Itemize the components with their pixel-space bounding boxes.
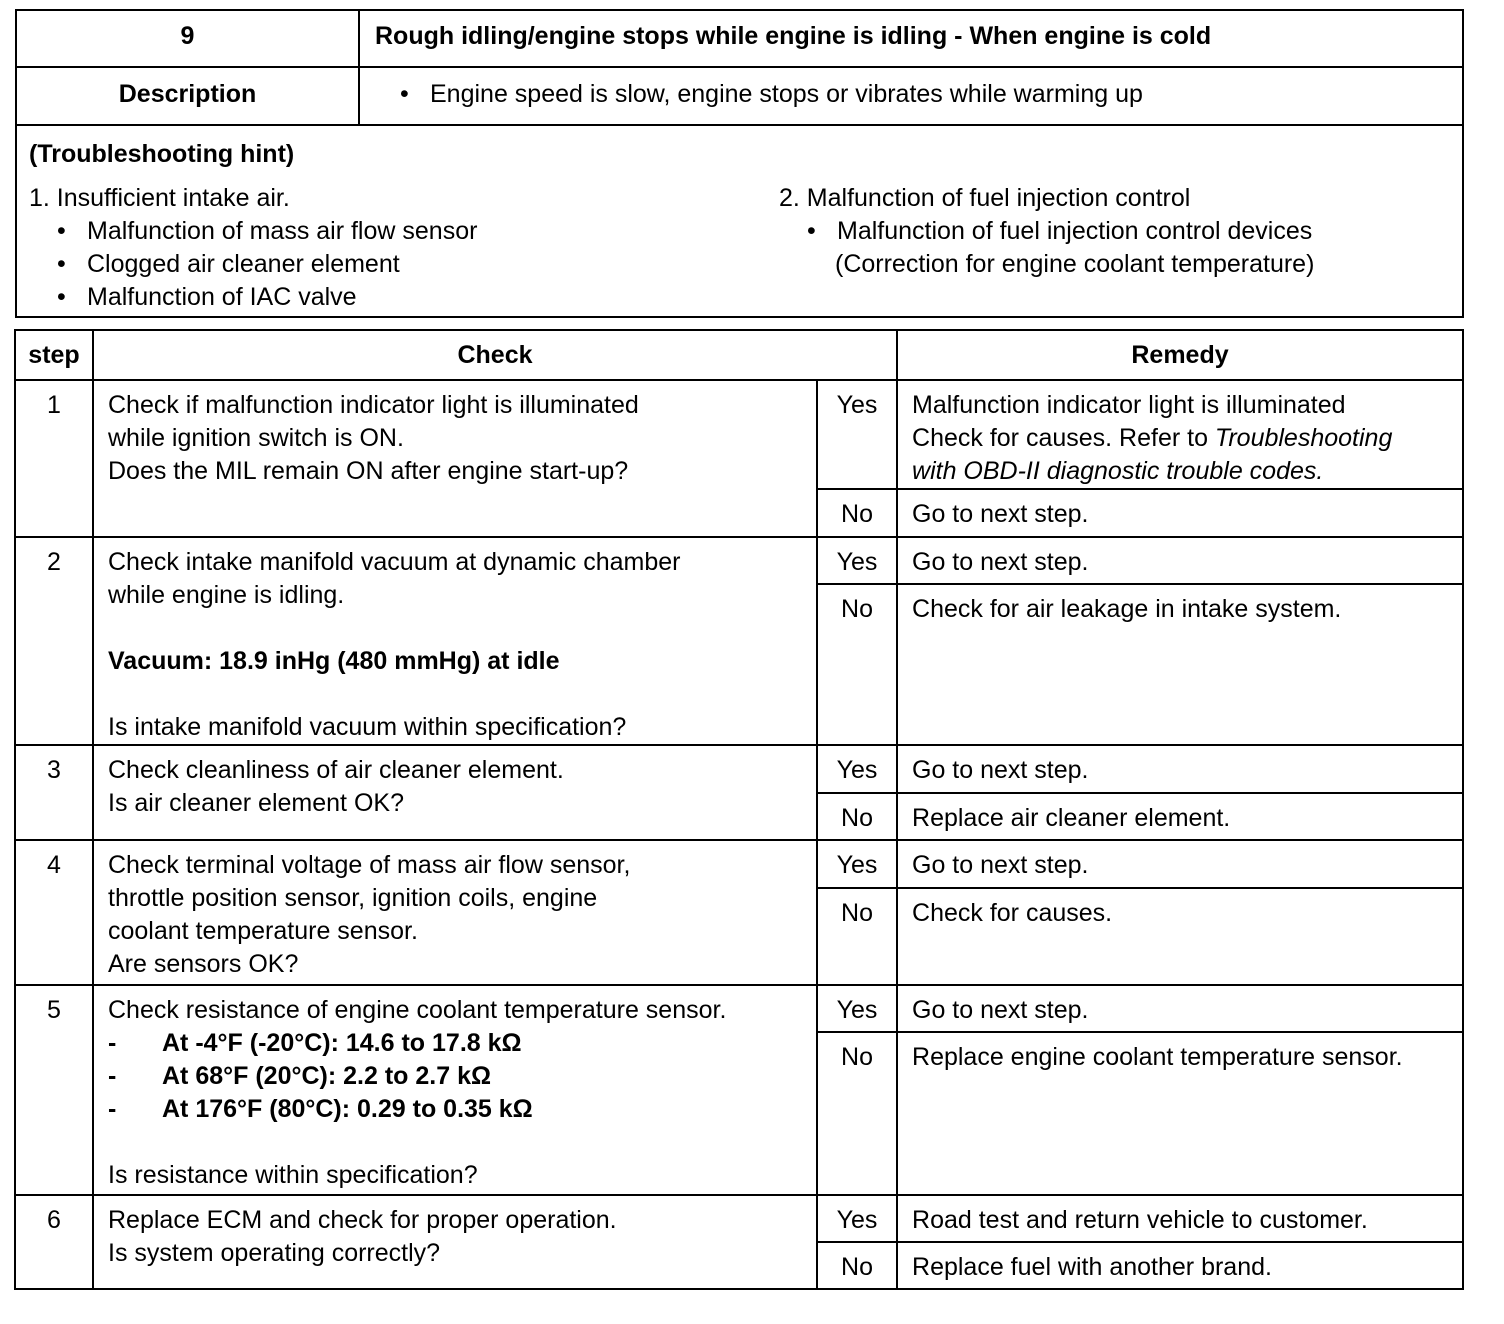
step-number: 3 [15,745,93,840]
symptom-title: Rough idling/engine stops while engine is idling - When engine is cold [359,10,1463,67]
spec-value: - At -4°F (-20°C): 14.6 to 17.8 kΩ [108,1029,522,1057]
hint-right-column [779,182,1314,281]
step-number: 1 [15,380,93,537]
step-number: 5 [15,985,93,1195]
hint-bullet: • Malfunction of IAC valve [29,281,477,314]
header-step: step [15,330,93,380]
table-row [15,745,1463,793]
description-cell [359,67,1463,125]
check-cell: Check intake manifold vacuum at dynamic chamber while engine is idling. Vacuum: 18.9 inHg (480 mmHg) at idle Is intake manifold vacuum within specification? [93,537,817,745]
no-remedy: Replace engine coolant temperature sensor. [897,1032,1463,1195]
no-remedy: Replace fuel with another brand. [897,1242,1463,1289]
symptom-header [15,9,1464,318]
table-header-row [15,330,1463,380]
check-cell: Check cleanliness of air cleaner element. Is air cleaner element OK? [93,745,817,840]
bullet-icon: • [57,250,66,278]
description-text: Engine speed is slow, engine stops or vibrates while warming up [430,80,1143,108]
troubleshooting-hint [16,125,1463,317]
check-cell: Replace ECM and check for proper operation. Is system operating correctly? [93,1195,817,1289]
step-number: 2 [15,537,93,745]
no-label: No [817,1032,897,1195]
yes-label: Yes [817,1195,897,1242]
no-label: No [817,489,897,537]
hint-bullet: • Clogged air cleaner element [29,248,477,281]
yes-remedy: Malfunction indicator light is illuminated Check for causes. Refer to Troubleshooting with OBD-II diagnostic trouble codes. [897,380,1463,489]
table-row [15,380,1463,489]
table-row [15,840,1463,888]
symptom-number: 9 [16,10,359,67]
reference-link: Troubleshooting [1214,424,1393,452]
header-remedy: Remedy [897,330,1463,380]
hint-title: (Troubleshooting hint) [29,140,295,168]
bullet-icon: • [57,283,66,311]
spec-value: Vacuum: 18.9 inHg (480 mmHg) at idle [108,647,560,675]
hint-heading: 2. Malfunction of fuel injection control [779,184,1191,212]
no-label: No [817,1242,897,1289]
hint-left-column [29,182,477,314]
step-number: 4 [15,840,93,985]
no-remedy: Go to next step. [897,489,1463,537]
hint-continuation: (Correction for engine coolant temperature) [835,250,1315,278]
table-row [15,985,1463,1032]
bullet-icon: • [807,217,816,245]
no-label: No [817,888,897,985]
bullet-icon: • [57,217,66,245]
yes-remedy: Go to next step. [897,537,1463,584]
diagnostic-table [14,329,1464,1290]
check-cell: Check if malfunction indicator light is illuminated while ignition switch is ON. Does the MIL remain ON after engine start-up? [93,380,817,537]
yes-label: Yes [817,840,897,888]
no-remedy: Check for air leakage in intake system. [897,584,1463,745]
reference-link: with OBD-II diagnostic trouble codes. [912,457,1324,485]
no-remedy: Check for causes. [897,888,1463,985]
hint-heading: 1. Insufficient intake air. [29,184,290,212]
yes-remedy: Road test and return vehicle to customer. [897,1195,1463,1242]
header-check: Check [93,330,897,380]
yes-remedy: Go to next step. [897,840,1463,888]
hint-bullet: • Malfunction of fuel injection control devices [779,215,1314,248]
no-remedy: Replace air cleaner element. [897,793,1463,840]
yes-label: Yes [817,745,897,793]
spec-value: - At 68°F (20°C): 2.2 to 2.7 kΩ [108,1062,492,1090]
yes-label: Yes [817,380,897,489]
spec-value: - At 176°F (80°C): 0.29 to 0.35 kΩ [108,1095,533,1123]
no-label: No [817,793,897,840]
check-cell: Check resistance of engine coolant temperature sensor. - At -4°F (-20°C): 14.6 to 17.8 kΩ - At 68°F (20°C): 2.2 to 2.7 kΩ - At 176°F (80°C): 0.29 to 0.35 kΩ Is resistance within specification? [93,985,817,1195]
yes-label: Yes [817,985,897,1032]
table-row [15,537,1463,584]
check-cell: Check terminal voltage of mass air flow sensor, throttle position sensor, ignition coils, engine coolant temperature sensor. Are sensors OK? [93,840,817,985]
bullet-icon: • [400,80,409,108]
yes-remedy: Go to next step. [897,985,1463,1032]
step-number: 6 [15,1195,93,1289]
hint-bullet: • Malfunction of mass air flow sensor [29,215,477,248]
no-label: No [817,584,897,745]
description-label: Description [16,67,359,125]
table-row [15,1195,1463,1242]
yes-remedy: Go to next step. [897,745,1463,793]
yes-label: Yes [817,537,897,584]
